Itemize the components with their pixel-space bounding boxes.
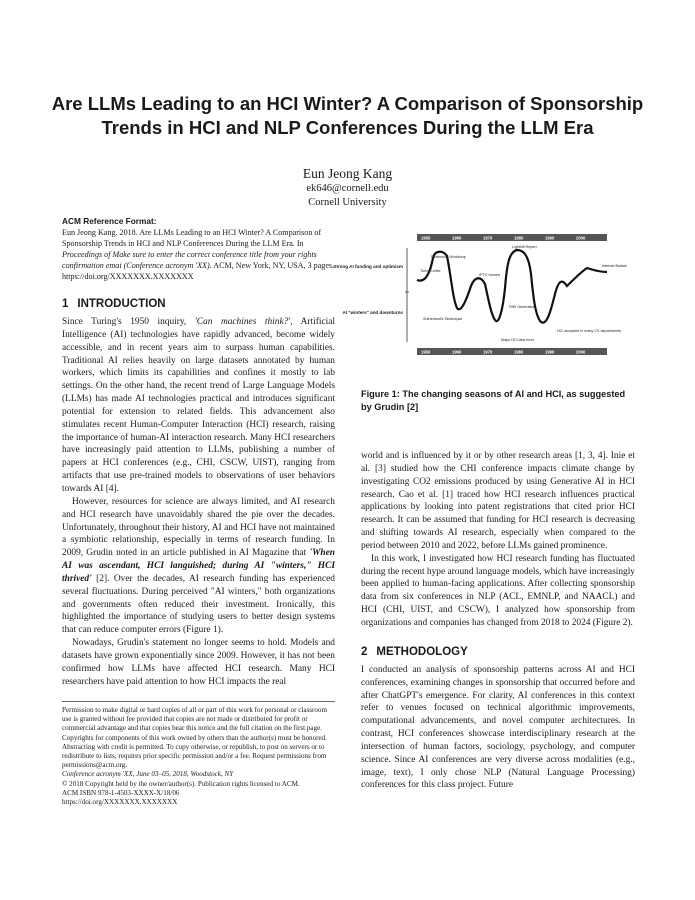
author-block xyxy=(0,165,695,210)
bottom-year-0: 1950 xyxy=(421,349,431,355)
intro-paragraph-3: Nowadays, Grudin's statement no longer seems to hold. Models and datasets have grown exponentially since 2009. However, it has not been confirmed how LLMs have affected HCI research. Many HCI researchers have paid attention to how HCI impacts the real xyxy=(62,638,335,687)
section-1-heading xyxy=(62,297,335,312)
ai-hci-seasons-figure xyxy=(333,228,635,360)
permission-text: Permission to make digital or hard copies of all or part of this work for personal or classroom use is granted without fee provided that copies are not made or distributed for profit or commercial advantage and that copies bear this notice and the full citation on the first page. Copyrights for components of this work owned by others than the author(s) must be honored. Abstracting with credit is permitted. To copy otherwise, or republish, to post on servers or to redistribute to lists, requires prior specific permission and/or a fee. Request permissions from permissions@acm.org. xyxy=(62,706,327,770)
bottom-year-1: 1960 xyxy=(452,349,462,355)
intro-p2-text-a: However, resources for science are always limited, and AI research and HCI research have unavoidably shared the pie over the decades. Unfortunately, throughout their history, AI and HCI have not maintained a symbiotic relationship, especially in terms of research funding. In 2009, Grudin noted in an article published in AI Magazine that xyxy=(62,496,335,559)
top-year-3: 1980 xyxy=(514,235,524,241)
section-2-title: METHODOLOGY xyxy=(376,645,468,658)
intro-paragraph-2 xyxy=(62,496,335,637)
section-2-number: 2 xyxy=(361,645,368,658)
intro-p2-grudin-quote: 'When AI was ascendant, HCI languished; during AI "winters," HCI thrived' xyxy=(62,548,335,584)
bottom-year-2: 1970 xyxy=(483,349,493,355)
copyright-line: © 2018 Copyright held by the owner/author(s). Publication rights licensed to ACM. xyxy=(62,779,300,788)
top-year-1: 1960 xyxy=(452,235,462,241)
right-column xyxy=(361,450,635,792)
figure-1-caption: Figure 1: The changing seasons of AI and HCI, as suggested by Grudin [2] xyxy=(361,389,626,412)
methodology-paragraph-1: I conducted an analysis of sponsorship patterns across AI and HCI conferences, examining changes in sponsorship that occurred before and after ChatGPT's emergence. For clarity, AI conferences in this context refer to venues focused on technical algorithmic improvements, computational advancements, and novel computer architectures. In contrast, HCI conferences showcase interdisciplinary research at the intersection of human factors, sociology, psychology, and computer science. Since AI conferences are very diverse across modalities (e.g., image, text), I only chose NLP (Natural Language Processing) conferences for this class project. Future xyxy=(361,664,635,791)
isbn-line: ACM ISBN 978-1-4503-XXXX-X/18/06 xyxy=(62,788,180,797)
label-ai-up: Strong AI funding and optimism xyxy=(333,264,403,269)
intro-p1-text-b: Artificial Intelligence (AI) technologies have rapidly advanced, become widely accessible, and in recent years aim to surpass human capabilities. Traditional AI relies heavily on large datasets annotated by human workers, which limits its capabilities and confines it mostly to lab settings. On the other hand, the recent trend of Large Language Models (LLMs) has made AI technologies practical and introduces significant potential for extension to related fields. This advancement also stimulates recent Human-Computer Interaction (HCI) research, raising the importance of human-AI interaction research. Many HCI researchers have increasingly paid attention to LLMs, publishing a number of papers at HCI conferences (e.g., CHI, CSCW, UIST), ranging from artifacts that use pre-trained models to observations of user behaviors towards AI [4]. xyxy=(62,317,336,494)
acm-reference-text-2: ACM, New York, NY, USA, 3 pages. https://doi.org/XXXXXXX.XXXXXXX xyxy=(62,261,335,281)
top-year-0: 1950 xyxy=(421,235,431,241)
conference-line: Conference acronym 'XX, June 03–05, 2018, Woodstock, NY xyxy=(62,770,234,779)
intro-p1-quote: 'Can machines think?', xyxy=(194,317,293,327)
annot-major-hci: Major HCI labs form xyxy=(501,338,534,342)
annot-fifth: Fifth Generation xyxy=(509,305,536,309)
bottom-year-5: 2000 xyxy=(576,349,586,355)
bottom-year-4: 1990 xyxy=(545,349,555,355)
annot-sutherland: Sutherland's Sketchpad xyxy=(423,317,462,321)
annot-lighthill: Lighthill Report xyxy=(512,245,537,249)
annot-ipto: IPTO formed xyxy=(479,273,501,277)
top-year-4: 1990 xyxy=(545,235,555,241)
acm-reference-text-1: Eun Jeong Kang. 2018. Are LLMs Leading to an HCI Winter? A Comparison of Sponsorship Trends in HCI and NLP Conferences During the LLM Era. In xyxy=(62,228,322,248)
intro-paragraph-3-continued: world and is influenced by it or by other research areas [1, 3, 4]. Inie et al. [3] studied how the CHI conference impacts climate change by investigating CO2 emissions produced by using Generative AI in HCI research. Cao et al. [1] traced how HCI research influences practical applications by looking into patent registrations that cited prior HCI research. It can be assumed that funding for HCI research is decreasing and shifting towards AI research, especially when compared to the period between 2010 and 2022, before LLMs gained prominence. xyxy=(361,451,635,551)
intro-p2-text-b: [2]. Over the decades, AI research funding has experienced several fluctuations. During perceived "AI winters," both organizations and governments often reduced their investment. Ironically, this highlighted the importance of studying users to better design systems that can reduce computer errors (Figure 1). xyxy=(62,573,335,636)
acm-reference-text xyxy=(62,227,335,282)
intro-paragraph-1 xyxy=(62,316,335,496)
left-column xyxy=(62,216,335,688)
section-2-heading xyxy=(361,645,635,660)
intro-p1-text-a: Since Turing's 1950 inquiry, xyxy=(62,317,195,327)
acm-reference-heading: ACM Reference Format: xyxy=(62,216,157,226)
bottom-year-3: 1980 xyxy=(514,349,524,355)
top-year-2: 1970 xyxy=(483,235,493,241)
annot-hci-accepted: HCI accepted in many CS departments xyxy=(557,329,621,333)
top-year-5: 2000 xyxy=(576,235,586,241)
section-1-title: INTRODUCTION xyxy=(77,298,166,310)
permission-footnote xyxy=(62,701,335,807)
label-ai-down: AI "winters" and downturns xyxy=(342,310,403,315)
annot-dartmouth: Dartmouth Workshop xyxy=(431,255,466,259)
annot-internet: Internet Bubble xyxy=(602,264,628,268)
paper-title: Are LLMs Leading to an HCI Winter? A Comparison of Sponsorship Trends in HCI and NLP Conferences During the LLM Era xyxy=(51,93,644,138)
author-name: Eun Jeong Kang xyxy=(302,166,393,181)
intro-paragraph-4: In this work, I investigated how HCI research funding has fluctuated during the recent hype around language models, which have increasingly been applied to human-facing applications. After collecting sponsorship data from six conferences in NLP (ACL, EMNLP, and NAACL) and HCI (CHI, UIST, and CSCW), I analyzed how sponsorship from organizations and companies has changed from 2018 to 2024 (Figure 2). xyxy=(361,553,635,628)
author-email: ek646@cornell.edu xyxy=(306,183,389,194)
section-1-number: 1 xyxy=(62,298,69,310)
annot-turing: Turing Letter xyxy=(420,269,441,273)
doi-line: https://doi.org/XXXXXXX.XXXXXXX xyxy=(62,798,178,807)
author-affiliation: Cornell University xyxy=(308,197,387,208)
ai-funding-curve xyxy=(417,250,607,323)
acm-reference-proceedings: Proceedings of Make sure to enter the correct conference title from your rights confirmation emai (Conference acronym 'XX). xyxy=(62,250,317,270)
conference-info xyxy=(62,770,335,779)
